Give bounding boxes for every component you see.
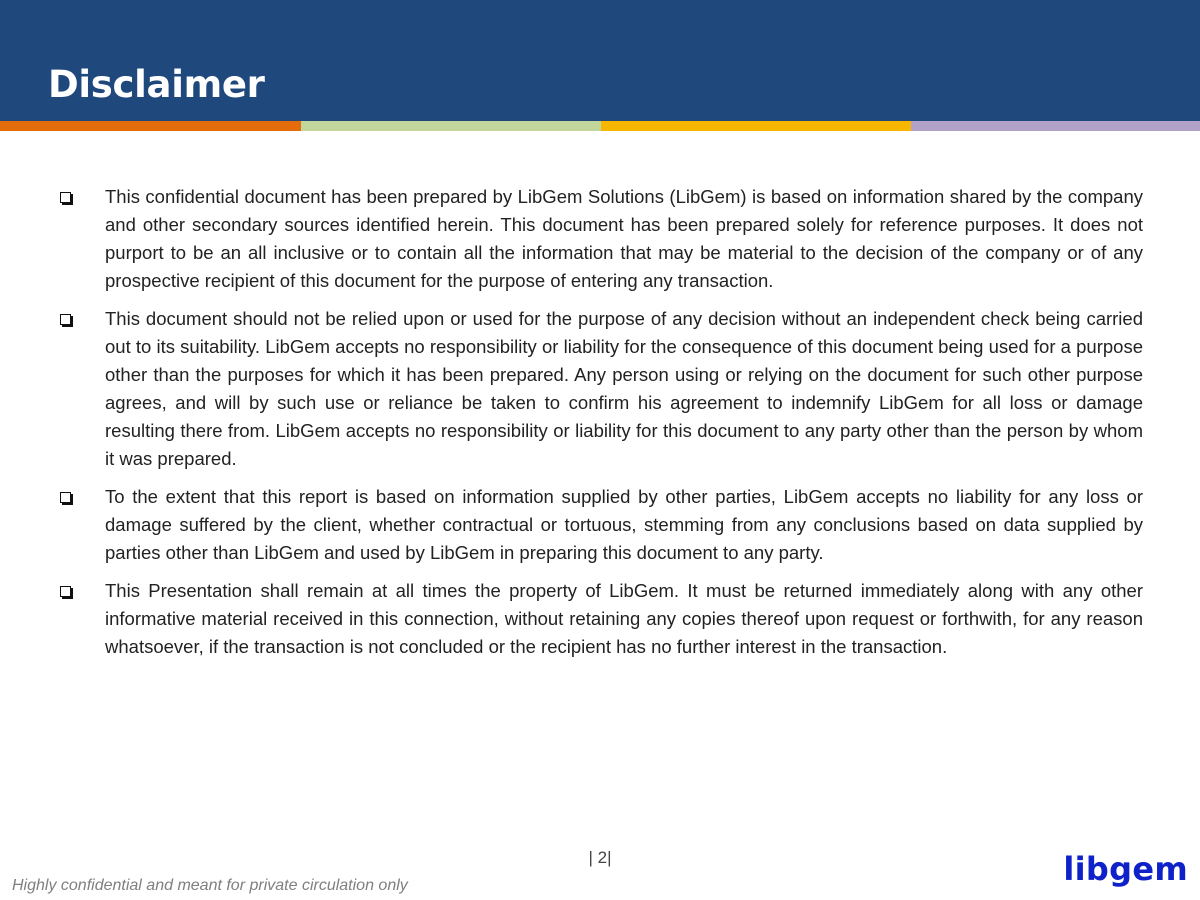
checkbox-square-icon <box>60 492 71 503</box>
paragraph-text: This confidential document has been prepared by LibGem Solutions (LibGem) is based on information shared by the company and other secondary sources identified herein. This document has been prepared solely for reference purposes. It does not purport to be an all inclusive or to contain all the information that may be material to the decision of the company or of any prospective recipient of this document for the purpose of entering any transaction. <box>105 186 1143 291</box>
page-title: Disclaimer <box>48 63 265 106</box>
disclaimer-paragraph <box>58 483 1143 567</box>
header-bar <box>0 0 1200 121</box>
paragraph-text: To the extent that this report is based on information supplied by other parties, LibGem accepts no liability for any loss or damage suffered by the client, whether contractual or tortuous, stemming from any conclusions based on data supplied by parties other than LibGem and used by LibGem in preparing this document to any party. <box>105 486 1143 563</box>
accent-stripe-purple <box>911 121 1200 131</box>
checkbox-square-icon <box>60 586 71 597</box>
disclaimer-list <box>58 183 1143 661</box>
checkbox-square-icon <box>60 192 71 203</box>
checkbox-square-icon <box>60 314 71 325</box>
paragraph-text: This document should not be relied upon or used for the purpose of any decision without an independent check being carried out to its suitability. LibGem accepts no responsibility or liability for the consequence of this document being used for a purpose other than the purposes for which it has been prepared. Any person using or relying on the document for such other purpose agrees, and will by such use or reliance be taken to confirm his agreement to indemnify LibGem for all loss or damage resulting there from. LibGem accepts no responsibility or liability for this document to any party other than the person by whom it was prepared. <box>105 308 1143 469</box>
accent-stripe-green <box>301 121 601 131</box>
page-number: | 2| <box>588 848 612 867</box>
paragraph-text: This Presentation shall remain at all times the property of LibGem. It must be returned immediately along with any other informative material received in this connection, without retaining any copies thereof upon request or forthwith, for any reason whatsoever, if the transaction is not concluded or the recipient has no further interest in the transaction. <box>105 580 1143 657</box>
disclaimer-paragraph <box>58 305 1143 473</box>
disclaimer-paragraph <box>58 183 1143 295</box>
disclaimer-paragraph <box>58 577 1143 661</box>
disclaimer-body <box>58 183 1143 671</box>
confidentiality-note: Highly confidential and meant for private circulation only <box>12 877 408 894</box>
accent-stripe-orange <box>0 121 301 131</box>
libgem-logo: libgem <box>1063 850 1188 888</box>
accent-stripe-yellow <box>601 121 911 131</box>
